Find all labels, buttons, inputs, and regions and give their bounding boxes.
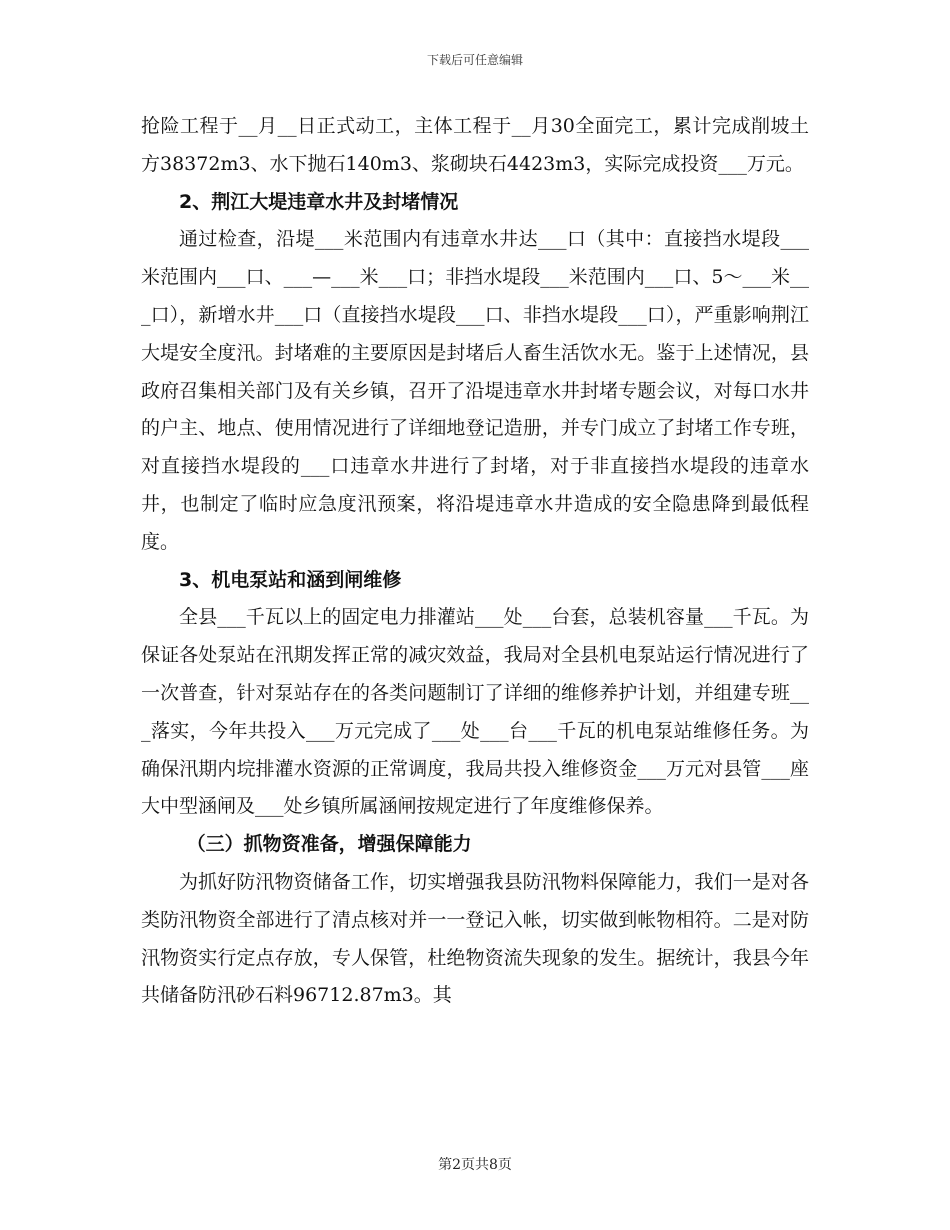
section-heading-materials: （三）抓物资准备，增强保障能力 [186, 833, 472, 856]
paragraph-pump-stations: 全县___千瓦以上的固定电力排灌站___处___台套，总装机容量___千瓦。为保证各处泵站在汛期发挥正常的减灾效益，我局对全县机电泵站运行情况进行了一次普查，针对泵站存在的各类问题制订了详细的维修养护计划，并组建专班___落实，今年共投入___万元完成了___处___台___千瓦的机电泵站维修任务。为确保汛期内垸排灌水资源的正常调度，我局共投入维修资金___万元对县管___座大中型涵闸及___处乡镇所属涵闸按规定进行了年度维修保养。 [141, 606, 809, 818]
page-number: 第2页共8页 [438, 1157, 512, 1173]
page-header: 下载后可任意编辑 [426, 53, 523, 67]
document-body [141, 108, 809, 1015]
section-heading-water-wells: 2、荆江大堤违章水井及封堵情况 [179, 190, 459, 213]
paragraph-materials: 为抓好防汛物资储备工作，切实增强我县防汛物料保障能力，我们一是对各类防汛物资全部进行了清点核对并一一登记入帐，切实做到帐物相符。二是对防汛物资实行定点存放，专人保管，杜绝物资流失现象的发生。据统计，我县今年共储备防汛砂石料96712.87m3。其 [141, 870, 809, 1007]
paragraph-rescue-project: 抢险工程于__月__日正式动工，主体工程于__月30全面完工，累计完成削坡土方38372m3、水下抛石140m3、浆砌块石4423m3，实际完成投资___万元。 [141, 115, 809, 175]
section-heading-pump-stations: 3、机电泵站和涵到闸维修 [179, 568, 402, 591]
paragraph-water-wells: 通过检查，沿堤___米范围内有违章水井达___口（其中：直接挡水堤段___米范围内___口、___—___米___口；非挡水堤段___米范围内___口、5～___米___口），新增水井___口（直接挡水堤段___口、非挡水堤段___口），严重影响荆江大堤安全度汛。封堵难的主要原因是封堵后人畜生活饮水无。鉴于上述情况，县政府召集相关部门及有关乡镇，召开了沿堤违章水井封堵专题会议，对每口水井的户主、地点、使用情况进行了详细地登记造册，并专门成立了封堵工作专班，对直接挡水堤段的___口违章水井进行了封堵，对于非直接挡水堤段的违章水井，也制定了临时应急度汛预案，将沿堤违章水井造成的安全隐患降到最低程度。 [141, 228, 809, 553]
